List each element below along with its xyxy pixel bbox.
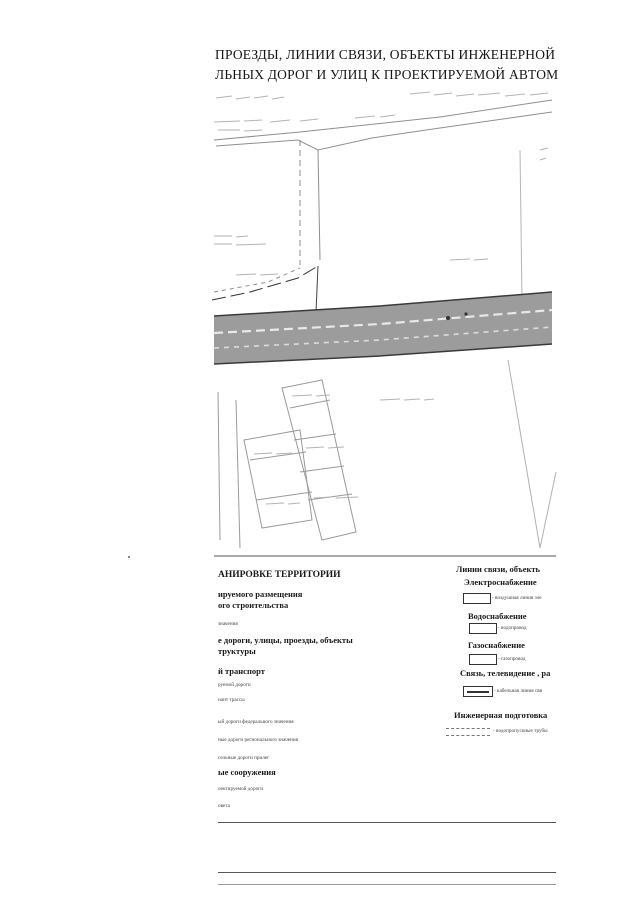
legend-item-6: оектируемой дороги bbox=[218, 786, 264, 792]
header-title-line-1: ПРОЕЗДЫ, ЛИНИИ СВЯЗИ, ОБЪЕКТЫ ИНЖЕНЕРНОЙ bbox=[215, 47, 556, 62]
bottom-rule-2 bbox=[218, 872, 556, 873]
legend-structures-heading: ые сооружения bbox=[218, 767, 276, 777]
legend-water-heading: Водоснабжение bbox=[468, 611, 527, 621]
power-line-symbol bbox=[463, 593, 491, 604]
parcel-faint-labels bbox=[254, 395, 434, 504]
legend-roads-line-1: е дороги, улицы, проезды, объекты bbox=[218, 635, 353, 645]
legend-comm-heading: Связь, телевидение , ра bbox=[460, 668, 551, 678]
speck bbox=[128, 556, 130, 558]
cable-line-symbol bbox=[463, 686, 493, 697]
lower-parcels bbox=[218, 360, 556, 548]
legend-heading-right: Линии связи, объекть bbox=[456, 564, 541, 574]
water-pipe-symbol bbox=[469, 623, 497, 634]
bottom-rule-1 bbox=[218, 822, 556, 823]
legend-item-4: ные дороги регионального значения bbox=[218, 737, 298, 743]
legend-item-5: сельные дороги прилег bbox=[218, 755, 270, 761]
legend-gas-heading: Газоснабжение bbox=[468, 640, 525, 650]
header-title-line-2: ЛЬНЫХ ДОРОГ И УЛИЦ К ПРОЕКТИРУЕМОЙ АВТОМ bbox=[215, 67, 559, 82]
legend-item-1: руемой дороги bbox=[218, 682, 251, 688]
legend-item-3: ый дороги федерального значения bbox=[218, 719, 294, 725]
legend-roads-line-2: труктуры bbox=[218, 646, 256, 656]
legend-engineering-heading: Инженерная подготовка bbox=[454, 710, 548, 720]
legend-zone-line-2: ого строительства bbox=[218, 600, 289, 610]
upper-boundary-lines bbox=[212, 100, 552, 312]
legend-item-7: овета bbox=[218, 803, 230, 809]
road-band bbox=[214, 292, 552, 364]
bottom-rule-3 bbox=[218, 884, 556, 885]
legend-item-2: нант трассы bbox=[218, 697, 245, 703]
gas-pipe-symbol bbox=[469, 654, 497, 665]
culvert-symbol bbox=[446, 728, 490, 736]
legend-water-item: - водопровод bbox=[498, 625, 527, 631]
legend-zone-line-1: ируемого размещения bbox=[218, 589, 303, 599]
legend-zone-small: значения bbox=[218, 621, 238, 627]
legend-power-heading: Электроснабжение bbox=[464, 577, 537, 587]
legend-power-item: - воздушная линия эле bbox=[492, 595, 542, 601]
legend-transport-heading: й транспорт bbox=[218, 666, 265, 676]
legend-gas-item: - газопровод bbox=[498, 656, 526, 662]
legend-comm-item: - кабельная линия свя bbox=[494, 688, 543, 694]
legend-engineering-item: - водопропускные трубы bbox=[493, 728, 548, 734]
legend-heading-left: АНИРОВКЕ ТЕРРИТОРИИ bbox=[218, 570, 341, 580]
